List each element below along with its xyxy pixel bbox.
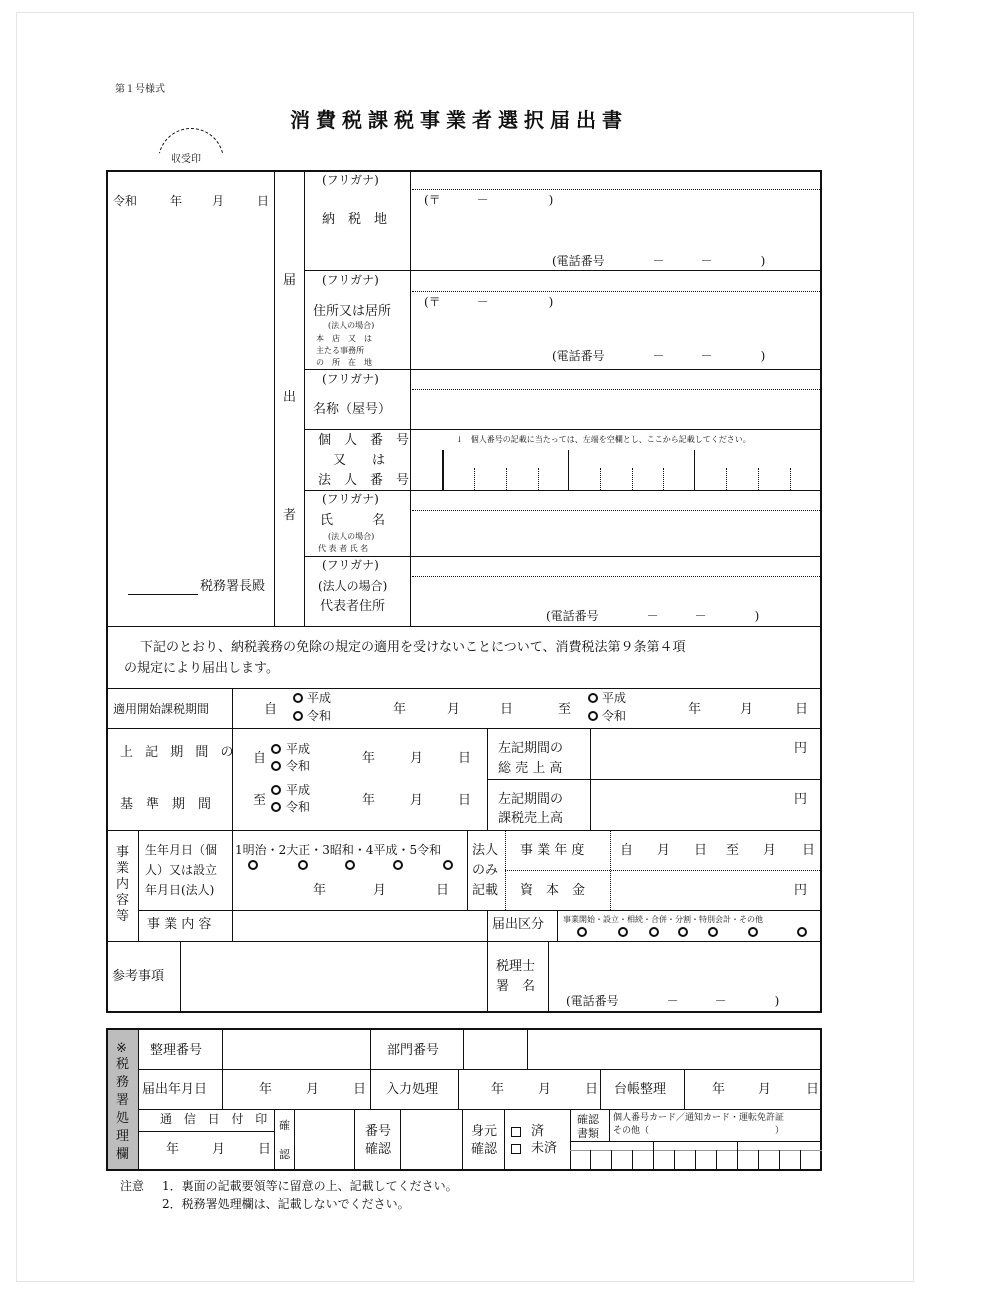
- date-year: 年: [170, 194, 183, 208]
- input-day: 日: [585, 1082, 599, 1097]
- ledger-label: 台帳整理: [614, 1082, 667, 1097]
- era-radio-heisei[interactable]: [393, 860, 403, 870]
- rep-addr-note: (法人の場合): [318, 579, 388, 593]
- divider: [758, 1150, 759, 1171]
- number-check-label: 確認: [365, 1142, 392, 1157]
- id-label: 法 人 番 号: [318, 473, 410, 488]
- doc-list: その他（ ）: [613, 1126, 785, 1136]
- filing-type-label: 届出区分: [492, 917, 545, 932]
- digit-separator: [568, 450, 569, 490]
- furigana-line[interactable]: [412, 510, 820, 511]
- business-side: 内: [116, 877, 130, 892]
- comm-month: 月: [212, 1142, 226, 1157]
- sales-label: 左記期間の: [498, 741, 564, 756]
- divider: [695, 1150, 696, 1171]
- base-year: 年: [362, 793, 376, 808]
- comm-year: 年: [166, 1142, 180, 1157]
- filing-radio-other[interactable]: [797, 927, 807, 937]
- divider: [138, 1131, 274, 1132]
- divider: [106, 941, 822, 942]
- digit-separator: [442, 450, 444, 490]
- era-reiwa: 令和: [602, 709, 627, 723]
- furigana-label: (フリガナ): [322, 372, 379, 386]
- era-heisei: 平成: [286, 742, 311, 756]
- notifier-char: 者: [283, 508, 297, 523]
- address-note: (法人の場合): [328, 321, 375, 330]
- note-label: 注意: [120, 1179, 145, 1193]
- divider: [557, 910, 558, 941]
- form-number: 第１号様式: [115, 84, 165, 95]
- base-to: 至: [253, 793, 267, 808]
- person-note: 代 表 者 氏 名: [318, 544, 369, 553]
- divider: [106, 728, 822, 729]
- form-title: 消費税課税事業者選択届出書: [290, 108, 628, 132]
- divider: [222, 1069, 223, 1109]
- birth-day: 日: [436, 883, 450, 898]
- era-heisei: 平成: [602, 691, 627, 705]
- birth-month: 月: [373, 883, 387, 898]
- taxable-label: 左記期間の: [498, 792, 564, 807]
- filed-month: 月: [306, 1082, 320, 1097]
- filing-radio-establish[interactable]: [618, 927, 628, 937]
- filing-radio-inherit[interactable]: [649, 927, 659, 937]
- doc-list: 個人番号カード／通知カード・運転免許証: [613, 1113, 785, 1123]
- postal-code[interactable]: (〒 － ): [424, 295, 554, 309]
- statement-line: 下記のとおり、納税義務の免除の規定の適用を受けないことについて、消費税法第９条第４項: [140, 640, 686, 655]
- period-day: 日: [500, 702, 514, 717]
- corp-only: 記載: [472, 883, 499, 898]
- era-radio-showa[interactable]: [345, 860, 355, 870]
- filed-year: 年: [259, 1082, 273, 1097]
- person-note: (法人の場合): [328, 532, 375, 541]
- ledger-day: 日: [806, 1082, 820, 1097]
- input-year: 年: [491, 1082, 505, 1097]
- filing-radio-merge[interactable]: [678, 927, 688, 937]
- divider: [106, 626, 822, 627]
- furigana-line[interactable]: [412, 389, 820, 390]
- id-note: ↓ 個人番号の記載に当たっては、左端を空欄とし、ここから記載してください。: [456, 435, 751, 444]
- business-side: 事: [116, 845, 130, 860]
- doc-label: 確認: [577, 1113, 599, 1126]
- divider: [527, 1028, 528, 1069]
- digit-separator: [726, 468, 727, 490]
- office-side: 務: [116, 1075, 130, 1090]
- divider: [737, 1141, 738, 1171]
- statement-line: の規定により届出します。: [124, 661, 279, 676]
- divider: [138, 1109, 822, 1110]
- furigana-line[interactable]: [412, 576, 820, 577]
- era-radio-reiwa[interactable]: [588, 711, 598, 721]
- era-radio-heisei[interactable]: [588, 693, 598, 703]
- taxable-label: 課税売上高: [498, 811, 564, 826]
- yen-unit: 円: [794, 883, 808, 898]
- not-done-label: 未済: [531, 1141, 558, 1156]
- done-checkbox[interactable]: [511, 1127, 521, 1137]
- period-label: 適用開始課税期間: [113, 702, 210, 716]
- divider: [462, 1109, 463, 1171]
- id-label: 個 人 番 号: [318, 433, 410, 448]
- office-side: 欄: [116, 1147, 130, 1162]
- digit-separator: [790, 468, 791, 490]
- base-month: 月: [410, 751, 424, 766]
- era-heisei: 平成: [286, 783, 311, 797]
- date-day: 日: [257, 194, 270, 208]
- capital-label: 資 本 金: [520, 883, 586, 898]
- id-label: 又 は: [333, 453, 386, 468]
- not-done-checkbox[interactable]: [511, 1144, 521, 1154]
- digit-separator: [600, 468, 601, 490]
- period-month: 月: [447, 702, 461, 717]
- furigana-line[interactable]: [412, 189, 820, 190]
- accountant-phone[interactable]: (電話番号 － － ): [566, 994, 780, 1008]
- doc-label: 書類: [577, 1127, 599, 1140]
- rep-addr-label: 代表者住所: [320, 599, 386, 614]
- check-char: 確: [279, 1119, 290, 1132]
- divider: [294, 1109, 295, 1171]
- divider: [487, 779, 822, 780]
- divider: [653, 1141, 654, 1171]
- divider: [467, 830, 468, 910]
- date-month: 月: [212, 194, 225, 208]
- tax-office-suffix: 税務署長殿: [200, 579, 266, 594]
- postal-code[interactable]: (〒 － ): [424, 193, 554, 207]
- tax-office-blank[interactable]: [128, 594, 198, 595]
- period-year: 年: [393, 702, 407, 717]
- fiscal-from: 自: [620, 843, 634, 858]
- office-side: 理: [116, 1129, 130, 1144]
- dept-no-label: 部門番号: [387, 1043, 440, 1058]
- reference-label: 参考事項: [112, 969, 165, 984]
- digit-separator: [663, 468, 664, 490]
- fiscal-day: 日: [694, 843, 708, 858]
- era-radio-reiwa[interactable]: [271, 802, 281, 812]
- birth-year: 年: [313, 883, 327, 898]
- digit-separator: [474, 468, 475, 490]
- divider: [716, 1150, 717, 1171]
- yen-unit: 円: [794, 741, 808, 756]
- divider: [611, 1150, 612, 1171]
- corp-only: 法人: [472, 843, 499, 858]
- office-side: 処: [116, 1111, 130, 1126]
- id-check-label: 確認: [471, 1142, 498, 1157]
- base-label: 上 記 期 間 の: [120, 745, 238, 760]
- divider: [609, 1109, 610, 1141]
- divider: [548, 941, 549, 1013]
- done-label: 済: [531, 1124, 545, 1139]
- office-side: 署: [116, 1093, 130, 1108]
- filing-radio-start[interactable]: [577, 927, 587, 937]
- digit-separator: [694, 450, 695, 490]
- office-side: 税: [116, 1057, 130, 1072]
- era-reiwa: 令和: [307, 709, 332, 723]
- divider: [410, 170, 411, 626]
- divider: [800, 1150, 801, 1171]
- fiscal-month: 月: [657, 843, 671, 858]
- divider: [354, 1109, 355, 1171]
- digit-separator: [506, 468, 507, 490]
- divider: [222, 1028, 223, 1069]
- divider: [304, 429, 821, 430]
- phone-number[interactable]: (電話番号 － － ): [552, 254, 766, 268]
- era-radio-heisei[interactable]: [271, 744, 281, 754]
- birth-label: 年月日(法人): [145, 883, 215, 897]
- divider: [232, 688, 233, 910]
- divider: [138, 1028, 139, 1171]
- phone-number[interactable]: (電話番号 － － ): [552, 349, 766, 363]
- era-radio-meiji[interactable]: [248, 860, 258, 870]
- era-radio-reiwa[interactable]: [271, 761, 281, 771]
- divider: [180, 941, 181, 1013]
- birth-label: 人）又は設立: [145, 863, 218, 877]
- date-era: 令和: [113, 194, 138, 208]
- divider: [570, 1141, 822, 1142]
- note-line: 1．裏面の記載要領等に留意の上、記載してください。: [162, 1179, 458, 1193]
- era-options: 1明治・2大正・3昭和・4平成・5令和: [235, 843, 442, 857]
- digit-separator: [632, 468, 633, 490]
- period-year: 年: [688, 702, 702, 717]
- number-check-label: 番号: [365, 1124, 392, 1139]
- divider: [590, 1150, 591, 1171]
- divider: [304, 270, 821, 271]
- comm-day: 日: [258, 1142, 272, 1157]
- corp-only: のみ: [472, 863, 499, 878]
- divider: [684, 1069, 685, 1109]
- furigana-label: (フリガナ): [322, 492, 379, 506]
- divider: [106, 688, 822, 689]
- business-side: 容: [116, 893, 130, 908]
- era-radio-heisei[interactable]: [293, 693, 303, 703]
- divider: [570, 1150, 822, 1151]
- filing-radio-special[interactable]: [748, 927, 758, 937]
- period-to: 至: [558, 702, 572, 717]
- address-note: 主たる事務所: [316, 346, 364, 355]
- furigana-label: (フリガナ): [322, 558, 379, 572]
- notifier-char: 出: [283, 390, 297, 405]
- fiscal-month: 月: [763, 843, 777, 858]
- filing-types: 事業開始・設立・相続・合併・分割・特別会計・その他: [563, 915, 763, 924]
- divider: [458, 1069, 459, 1109]
- sales-label: 総 売 上 高: [498, 761, 563, 776]
- base-label: 基 準 期 間: [120, 797, 212, 812]
- divider: [505, 870, 822, 871]
- filed-day: 日: [353, 1082, 367, 1097]
- divider: [304, 556, 821, 557]
- address-note: の 所 在 地: [316, 358, 372, 367]
- era-radio-reiwa[interactable]: [443, 860, 453, 870]
- era-radio-taisho[interactable]: [298, 860, 308, 870]
- era-reiwa: 令和: [286, 800, 311, 814]
- divider: [232, 910, 233, 941]
- comm-date-label: 通 信 日 付 印: [160, 1112, 272, 1126]
- divider: [370, 1069, 371, 1109]
- divider: [274, 1109, 275, 1171]
- divider: [304, 369, 821, 370]
- divider: [304, 490, 821, 491]
- divider: [632, 1150, 633, 1171]
- fiscal-year-label: 事 業 年 度: [520, 843, 585, 858]
- divider: [504, 1109, 505, 1171]
- period-month: 月: [740, 702, 754, 717]
- divider: [487, 910, 488, 1013]
- base-day: 日: [458, 793, 472, 808]
- digit-separator: [758, 468, 759, 490]
- person-name-label: 氏 名: [320, 513, 386, 528]
- era-radio-reiwa[interactable]: [293, 711, 303, 721]
- filed-date-label: 届出年月日: [142, 1082, 208, 1097]
- divider: [370, 1028, 371, 1069]
- yen-unit: 円: [794, 792, 808, 807]
- furigana-line[interactable]: [412, 291, 820, 292]
- period-day: 日: [795, 702, 809, 717]
- period-from: 自: [264, 702, 278, 717]
- divider: [138, 910, 822, 911]
- divider: [570, 1109, 571, 1171]
- address-note: 本 店 又 は: [316, 334, 372, 343]
- furigana-label: (フリガナ): [322, 173, 379, 187]
- phone-number[interactable]: (電話番号 － － ): [546, 609, 760, 623]
- digit-separator: [538, 468, 539, 490]
- divider: [400, 1109, 401, 1171]
- base-day: 日: [458, 751, 472, 766]
- base-month: 月: [410, 793, 424, 808]
- stamp-label: 収受印: [171, 154, 201, 165]
- divider: [106, 830, 822, 831]
- era-heisei: 平成: [307, 691, 332, 705]
- ref-no-label: 整理番号: [150, 1043, 203, 1058]
- divider: [674, 1150, 675, 1171]
- business-side: 等: [116, 909, 130, 924]
- office-side: ※: [116, 1041, 127, 1056]
- fiscal-to: 至: [726, 843, 740, 858]
- accountant-label: 税理士: [496, 959, 536, 974]
- input-label: 入力処理: [386, 1082, 439, 1097]
- tax-place-label: 納 税 地: [322, 212, 388, 227]
- ledger-month: 月: [758, 1082, 772, 1097]
- divider: [274, 170, 275, 626]
- era-reiwa: 令和: [286, 759, 311, 773]
- id-check-label: 身元: [471, 1124, 498, 1139]
- accountant-label: 署 名: [496, 979, 536, 994]
- address-label: 住所又は居所: [313, 304, 392, 319]
- name-label: 名称（屋号）: [313, 402, 392, 417]
- ledger-year: 年: [712, 1082, 726, 1097]
- divider: [138, 830, 139, 941]
- fiscal-day: 日: [802, 843, 816, 858]
- note-line: 2．税務署処理欄は、記載しないでください。: [162, 1197, 410, 1211]
- divider: [138, 1069, 822, 1070]
- filing-radio-split[interactable]: [708, 927, 718, 937]
- furigana-label: (フリガナ): [322, 273, 379, 287]
- base-from: 自: [253, 751, 267, 766]
- divider: [600, 1069, 601, 1109]
- input-month: 月: [538, 1082, 552, 1097]
- era-radio-heisei[interactable]: [271, 785, 281, 795]
- divider: [304, 170, 305, 626]
- divider: [463, 1028, 464, 1069]
- business-content-label: 事 業 内 容: [147, 917, 212, 932]
- business-side: 業: [116, 861, 130, 876]
- notifier-char: 届: [283, 273, 297, 288]
- birth-label: 生年月日（個: [145, 843, 218, 857]
- divider: [779, 1150, 780, 1171]
- base-year: 年: [362, 751, 376, 766]
- check-char: 認: [279, 1148, 290, 1161]
